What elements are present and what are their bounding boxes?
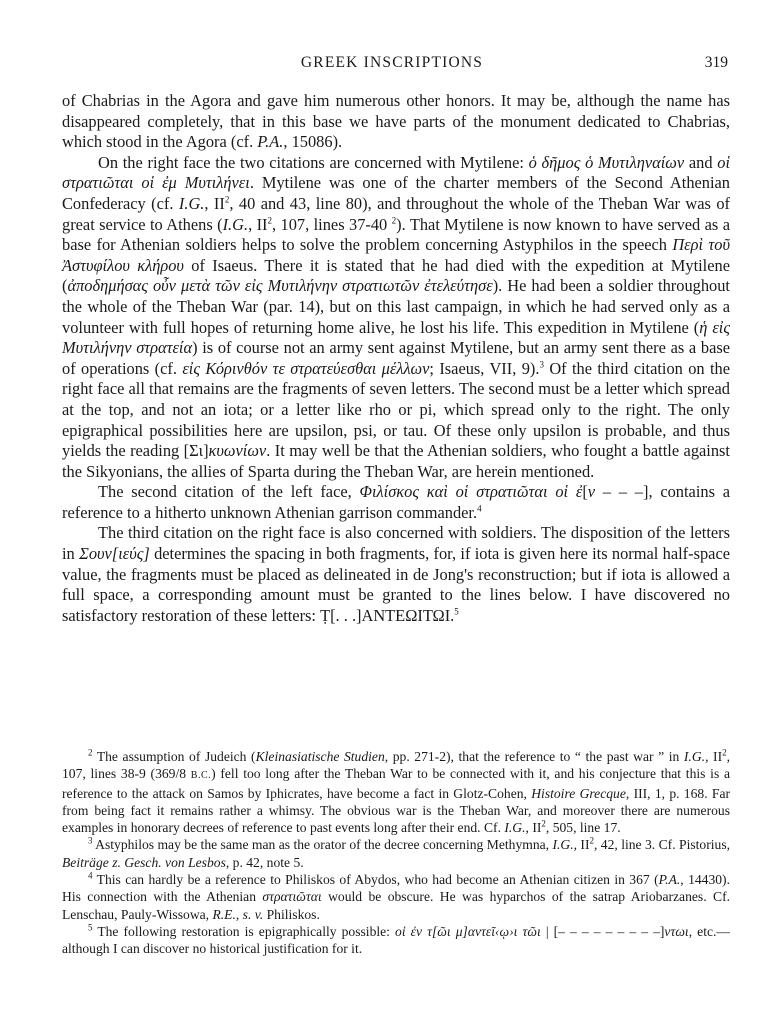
body-text (62, 91, 730, 626)
paragraph-4: The third citation on the right face is also concerned with soldiers. The disposition of the letters in Σουν[ιεύς] determines the spacing in both fragments, for, if iota is given here its normal half-space value, the fragments must be placed as delineated in de Jong's reconstruction; but if iota is allowed a full space, a corresponding amount must be granted to the lines below. I have discovered no satisfactory restoration of these letters: Ṭ[. . .]ΑΝΤΕΩΙΤΩΙ.$^5$ (62, 523, 730, 625)
paragraph-1: of Chabrias in the Agora and gave him numerous other honors. It may be, although the name has disappeared completely, that in this base we have parts of the monument dedicated to Chabrias, which stood in the Agora (cf. P.A., 15086). (62, 91, 730, 152)
footnote-2: $^2$ The assumption of Judeich (Kleinasiatische Studien, pp. 271-2), that the reference to “ the past war ” in I.G., $II^2$, 107, lines 38-9 (369/8 B.C.) fell too long after the Theban War to be connected with it, and his conjecture that this is a reference to the attack on Samos by Iphicrates, have become a fact in Glotz-Cohen, Histoire Grecque, III, 1, p. 168. Far from being fact it remains rather a whimsy. The obvious war is the Theban War, and moreover there are numerous examples in honorary decrees of reference to past events long after their end. Cf. I.G., $II^2$, 505, line 17. (62, 747, 731, 836)
running-title: GREEK INSCRIPTIONS (300, 54, 484, 71)
footnote-3: $^3$ Astyphilos may be the same man as the orator of the decree concerning Methymna, I.G., $II^2$, 42, line 3. Cf. Pistorius, Beiträge z. Gesch. von Lesbos, p. 42, note 5. (62, 835, 731, 870)
footnote-4: $^4$ This can hardly be a reference to Philiskos of Abydos, who had become an Athenian citizen in 367 (P.A., 14430). His connection with the Athenian στρατιῶται would be obscure. He was hyparchos of the satrap Ariobarzanes. Cf. Lenschau, Pauly-Wissowa, R.E., s. v. Philiskos. (62, 870, 730, 922)
inscription-fragment: Ṭ[. . .]ΑΝΤΕΩΙΤΩΙ. (320, 605, 455, 625)
paragraph-2: On the right face the two citations are concerned with Mytilene: ὁ δῆμος ὁ Μυτιληναίων and οἱ στρατιῶται οἱ ἐμ Μυτιλήνει. Mytilene was one of the charter members of the Second Athenian Confederacy (cf. I.G., $II^2$, 40 and 43, line 80), and throughout the whole of the Theban War was of great service to Athens (I.G., $II^2$, 107, lines 37-40 $^2$). That Mytilene is now known to have served as a base for Athenian soldiers helps to solve the problem concerning Astyphilos in the speech Περὶ τοῦ Ἀστυφίλου κλήρου of Isaeus. There it is stated that he had died with the expedition at Mytilene (ἀποδημήσας οὖν μετὰ τῶν εἰς Μυτιλήνην στρατιωτῶν ἐτελεύτησε). He had been a soldier throughout the whole of the Theban War (par. 14), but on this last campaign, in which he had served only as a volunteer with full hopes of returning home alive, he lost his life. This expedition in Mytilene (ἡ εἰς Μυτιλήνην στρατεία) is of course not an army sent against Mytilene, but an army sent there as a base of operations (cf. εἰς Κόρινθόν τε στρατεύεσθαι μέλλων; Isaeus, VII, 9).$^3$ Of the third citation on the right face all that remains are the fragments of seven letters. The second must be a letter which spread at the top, and not an iota; or a letter like rho or pi, which spread only to the right. The only epigraphical possibilities here are upsilon, psi, or tau. Of these only upsilon is probable, and thus yields the reading [Σι]κυωνίων. It may well be that the Athenian soldiers, who fought a battle against the Sikyonians, the allies of Sparta during the Theban War, are herein mentioned. (62, 152, 731, 481)
footnote-ref-2[interactable]: 2 (391, 215, 397, 226)
footnote-ref-4[interactable]: 4 (477, 503, 482, 514)
paragraph-3: The second citation of the left face, Φιλίσκος καὶ οἱ στρατιῶται οἱ ἐ[ν – – –], contains a reference to a hitherto unknown Athenian garrison commander.$^4$ (62, 482, 730, 522)
footnotes (62, 748, 730, 958)
running-head (0, 50, 784, 74)
footnote-ref-3[interactable]: 3 (539, 359, 544, 370)
footnote-ref-5[interactable]: 5 (454, 606, 459, 617)
footnote-5: $^5$ The following restoration is epigraphically possible: οἱ ἐν τ[ῶι μ]αντεῖ‹ῳ›ι τῶι | [– – – – – – – – –]ντωι, etc.—although I can discover no historical justification for it. (62, 922, 731, 957)
page-number: 319 (704, 54, 728, 71)
